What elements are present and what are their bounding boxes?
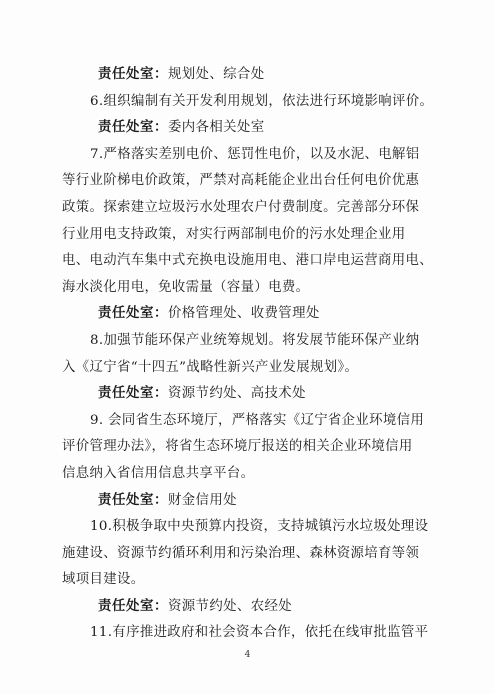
responsible-office-value: 资源节约处、农经处 — [167, 598, 293, 614]
responsible-office-line — [62, 62, 440, 89]
paragraph-line: 6.组织编制有关开发利用规划，依法进行环境影响评价。 — [90, 93, 434, 109]
responsible-office-label: 责任处室： — [98, 306, 168, 322]
responsible-office-value: 委内各相关处室 — [167, 120, 265, 136]
responsible-office-line — [62, 594, 440, 621]
paragraph — [62, 408, 440, 488]
paragraph — [62, 620, 440, 647]
paragraph-line: 施建设、资源节约循环利用和污染治理、森林资源培育等领 — [62, 545, 420, 561]
responsible-office-line — [62, 488, 440, 515]
paragraph-line: 入《辽宁省“十四五”战略性新兴产业发展规划》。 — [62, 359, 359, 375]
responsible-office-label: 责任处室： — [98, 492, 168, 508]
responsible-office-line — [62, 381, 440, 408]
paragraph — [62, 89, 440, 116]
paragraph-line: 评价管理办法》，将省生态环境厅报送的相关企业环境信用 — [62, 439, 413, 455]
paragraph-line: 8.加强节能环保产业统筹规划。将发展节能环保产业纳 — [90, 332, 420, 348]
paragraph-line: 7.严格落实差别电价、惩罚性电价，以及水泥、电解铝 — [90, 146, 420, 162]
document-body — [62, 62, 440, 647]
responsible-office-value: 价格管理处、收费管理处 — [167, 306, 320, 322]
responsible-office-value: 资源节约处、高技术处 — [167, 386, 306, 402]
paragraph-line: 等行业阶梯电价政策，严禁对高耗能企业出台任何电价优惠 — [62, 173, 420, 189]
page-number: 4 — [244, 650, 251, 660]
responsible-office-label: 责任处室： — [98, 67, 168, 82]
paragraph-line: 电、电动汽车集中式充换电设施用电、港口岸电运营商用电、 — [62, 253, 433, 269]
responsible-office-label: 责任处室： — [98, 598, 168, 614]
paragraph-line: 域项目建设。 — [62, 572, 145, 588]
paragraph-line: 10.积极争取中央预算内投资，支持城镇污水垃圾处理设 — [90, 519, 429, 535]
responsible-office-line — [62, 115, 440, 142]
responsible-office-label: 责任处室： — [98, 120, 168, 136]
responsible-office-line — [62, 301, 440, 328]
paragraph-line: 海水淡化用电，免收需量（容量）电费。 — [62, 279, 310, 295]
responsible-office-label: 责任处室： — [98, 386, 168, 402]
paragraph-line: 信息纳入省信用信息共享平台。 — [62, 465, 255, 481]
responsible-office-value: 规划处、综合处 — [167, 67, 265, 82]
paragraph — [62, 328, 440, 381]
paragraph-line: 9. 会同省生态环境厅，严格落实《辽宁省企业环境信用 — [90, 412, 425, 428]
paragraph-line: 行业用电支持政策，对实行两部制电价的污水处理企业用 — [62, 226, 406, 242]
paragraph — [62, 514, 440, 594]
responsible-office-value: 财金信用处 — [167, 492, 237, 508]
paragraph-line: 11.有序推进政府和社会资本合作，依托在线审批监管平 — [90, 625, 429, 641]
paragraph — [62, 142, 440, 302]
paragraph-line: 政策。探索建立垃圾污水处理农户付费制度。完善部分环保 — [62, 199, 420, 215]
